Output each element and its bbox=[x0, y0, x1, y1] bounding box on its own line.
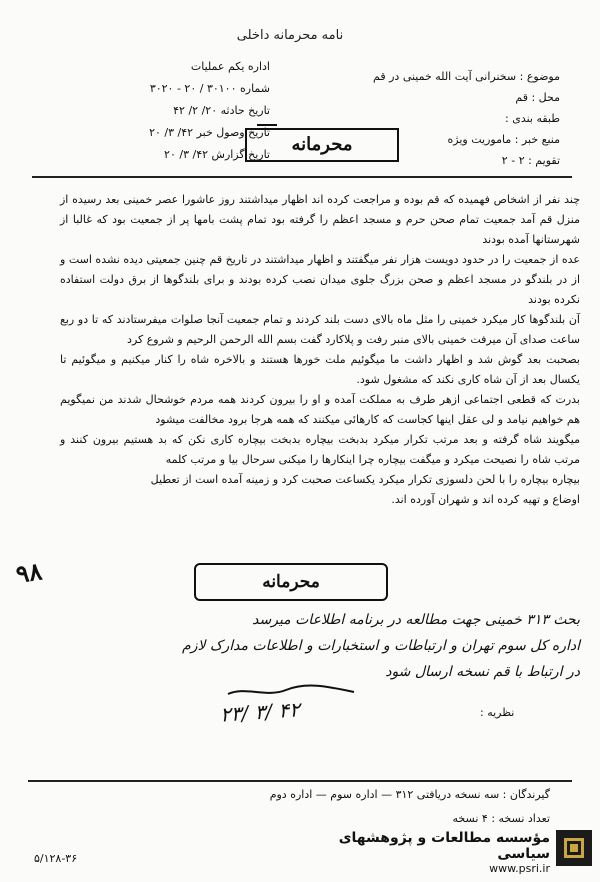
body-paragraph: بصحبت بعد گوش شد و اظهار داشت ما میگوئیم ملت خورها هستند و بالاخره شاه را کنار میکنیم و میگوئیم تا یکسال بعد از آن شاه کاری نکند که مشغول شود. bbox=[60, 353, 580, 386]
meta-received-date: تاریخ وصول خبر ۴۲/ ۳/ ۲۰ bbox=[149, 126, 270, 139]
institute-brand bbox=[320, 830, 550, 875]
meta-office: اداره یکم عملیات bbox=[190, 60, 270, 73]
header-meta-left bbox=[50, 56, 270, 166]
meta-location: محل : قم bbox=[515, 91, 560, 104]
meta-report-date: تاریخ گزارش ۴۲/ ۳/ ۲۰ bbox=[164, 148, 270, 161]
letterhead-title: نامه محرمانه داخلی bbox=[236, 28, 344, 43]
institute-name: مؤسسه مطالعات و پژوهشهای سیاسی bbox=[338, 830, 550, 862]
meta-incident-date: تاریخ حادثه ۲۰/ ۲/ ۴۲ bbox=[173, 104, 270, 117]
confidential-stamp-middle: محرمانه bbox=[194, 563, 388, 601]
body-paragraph: بدرت که قطعی اجتماعی ازهر طرف به مملکت آمده و او را بیرون کردند همه مردم خوشحال شدند من نمیگویم هم خواهیم نیامد و لی عقل اینها کجاست که کارهائی میکنند که همه هرجا برود مخالفت میشود bbox=[60, 393, 580, 426]
handwritten-annotation bbox=[40, 607, 580, 685]
body-paragraph: آن بلندگوها کار میکرد خمینی را مثل ماه بالای دست بلند کردند و تمام جمعیت آنجا صلوات میفرستادند که تا دو ربع ساعت صدای آن میرفت خمینی بالای منبر رفت و پلاکارد گفت بسم الله الرحمن الرحیم و شروع کرد bbox=[60, 313, 580, 346]
recipients-line: گیرندگان : سه نسخه دریافتی ۳۱۲ — اداره سوم — اداره دوم bbox=[269, 788, 550, 801]
meta-rating: تقویم : ۲ - ۲ bbox=[501, 154, 560, 167]
meta-number: شماره ۳۰۱۰۰ / ۲۰ - ۳۰۲۰ bbox=[149, 82, 270, 95]
meta-subject: موضوع : سخنرانی آیت الله خمینی در قم bbox=[373, 70, 560, 83]
handwritten-line: اداره کل سوم تهران و ارتباطات و استخبارات و اطلاعات مدارک لازم bbox=[182, 638, 580, 654]
meta-classification: طبقه بندی : bbox=[505, 112, 560, 125]
document-code: ۵/۱۲۸-۳۶ bbox=[34, 852, 78, 865]
handwritten-line: بحث ۳۱۳ خمینی جهت مطالعه در برنامه اطلاعات میرسد bbox=[252, 612, 580, 628]
copies-count: تعداد نسخه : ۴ نسخه bbox=[452, 812, 550, 825]
report-body bbox=[60, 190, 580, 510]
header-divider bbox=[32, 176, 572, 178]
opinion-label: نظریه : bbox=[480, 706, 515, 719]
handwritten-date: ۲۳/ ۳/ ۴۲ bbox=[219, 697, 301, 727]
body-paragraph: بیچاره بیچاره را با لحن دلسوزی تکرار میکرد یکساعت صحبت کرد و زمینه آمده است از تعطیل bbox=[150, 473, 580, 486]
meta-source: منبع خبر : ماموریت ویژه bbox=[447, 133, 560, 146]
margin-page-number: ۹۸ bbox=[14, 556, 44, 589]
body-paragraph: اوضاع و تهیه کرده اند و شهران آورده اند. bbox=[391, 493, 580, 506]
body-paragraph: عده از جمعیت را در حدود دویست هزار نفر میگفتند و اظهار میداشتند در تاریخ قم چنین جمعیتی دیده نشده است و از در بلندگو در مسجد اعظم و صحن بزرگ جلوی میدان نصب کرده بودند و برای بلندگوها از برق دولت استفاده نکرده بودند bbox=[60, 253, 580, 306]
institute-logo-icon bbox=[556, 830, 592, 866]
body-paragraph: چند نفر از اشخاص فهمیده که قم بوده و مراجعت کرده اند اظهار میداشتند روز عاشورا عصر خمینی بعد رسیده از منزل قم آمد جمعیت تمام صحن حرم و مسجد اعظم را گرفته بود تمام پشت بامها پر از جمعیت بود که غالبا از شهرستانها آمده بودند bbox=[60, 193, 580, 246]
institute-url[interactable]: www.psri.ir bbox=[489, 862, 550, 875]
footer-divider bbox=[28, 780, 572, 782]
body-paragraph: میگویند شاه گرفته و بعد مرتب تکرار میکرد بدبخت بیچاره بدبخت بیچاره کاری نکن که بد هستیم بیرون کنند و مرتب شاه را نصیحت میکرد و میگفت بیچاره چرا اینکارها را میکنی سرحال بیا و مرتب کلمه bbox=[60, 433, 580, 466]
confidential-stamp-top: محرمانه bbox=[245, 128, 399, 162]
handwritten-line: در ارتباط با قم نسخه ارسال شود bbox=[385, 664, 580, 680]
